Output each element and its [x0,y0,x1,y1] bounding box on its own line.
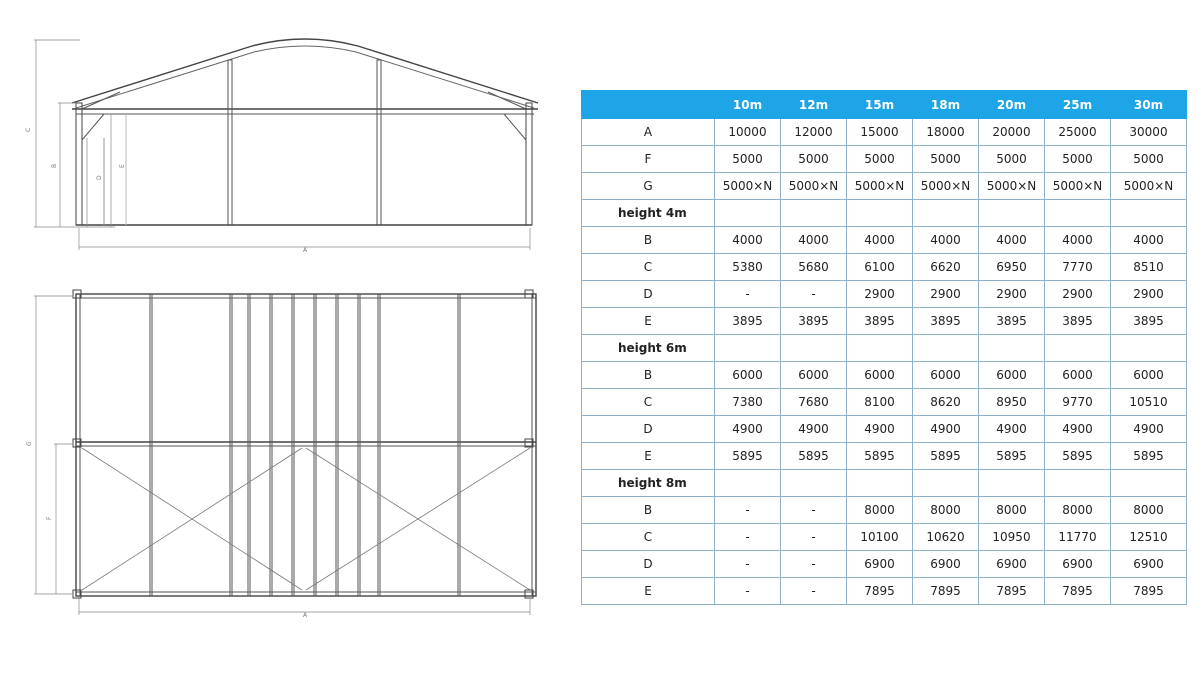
header-cell-30m: 30m [1111,91,1187,119]
table-cell: 6000 [913,362,979,389]
table-cell: 8100 [847,389,913,416]
section-empty-cell [913,335,979,362]
table-cell: 6900 [1045,551,1111,578]
table-cell: 8000 [1045,497,1111,524]
section-empty-cell [913,200,979,227]
row-label: F [582,146,715,173]
table-cell: 5895 [781,443,847,470]
table-cell: - [781,281,847,308]
table-cell: 4900 [1111,416,1187,443]
table-cell: - [715,524,781,551]
table-cell: 6900 [979,551,1045,578]
section-title: height 8m [582,470,715,497]
row-label: B [582,227,715,254]
table-cell: - [715,281,781,308]
section-empty-cell [1111,200,1187,227]
section-empty-cell [847,335,913,362]
table-cell: 7895 [847,578,913,605]
table-cell: 5000×N [1045,173,1111,200]
table-cell: 5380 [715,254,781,281]
section-row [582,470,1187,497]
table-cell: 3895 [715,308,781,335]
table-cell: 10510 [1111,389,1187,416]
table-cell: 6620 [913,254,979,281]
table-cell: 6000 [847,362,913,389]
dim-label-c: C [25,127,32,132]
section-empty-cell [715,200,781,227]
section-empty-cell [1111,335,1187,362]
table-cell: 6000 [715,362,781,389]
table-row [582,389,1187,416]
header-cell-10m: 10m [715,91,781,119]
table-cell: 8620 [913,389,979,416]
table-cell: 8000 [979,497,1045,524]
table-cell: 3895 [1045,308,1111,335]
section-row [582,200,1187,227]
table-cell: 7895 [1045,578,1111,605]
table-cell: 8950 [979,389,1045,416]
plan-outline [76,294,536,596]
table-cell: 2900 [1045,281,1111,308]
table-row [582,308,1187,335]
tent-drawings [0,0,560,692]
table-cell: 4000 [913,227,979,254]
table-row [582,146,1187,173]
table-cell: 4900 [913,416,979,443]
spec-table-body [582,119,1187,605]
table-cell: 5000×N [913,173,979,200]
table-cell: 6950 [979,254,1045,281]
middle-post-right [377,60,381,225]
table-cell: 5895 [1045,443,1111,470]
row-label: D [582,416,715,443]
table-cell: 4900 [781,416,847,443]
table-cell: - [781,524,847,551]
table-row [582,416,1187,443]
table-cell: 5000 [979,146,1045,173]
left-post [76,103,82,225]
spec-table [581,90,1187,605]
row-label: A [582,119,715,146]
table-cell: 5680 [781,254,847,281]
table-row [582,119,1187,146]
table-cell: 5895 [1111,443,1187,470]
table-cell: 2900 [913,281,979,308]
roof-inner-line [76,46,534,108]
section-empty-cell [781,200,847,227]
row-label: C [582,254,715,281]
table-cell: 6000 [1045,362,1111,389]
section-row [582,335,1187,362]
dim-label-g: G [26,441,33,446]
table-cell: 7380 [715,389,781,416]
table-row [582,362,1187,389]
right-post [526,103,532,225]
header-cell-20m: 20m [979,91,1045,119]
row-label: D [582,281,715,308]
table-cell: 8000 [913,497,979,524]
row-label: E [582,578,715,605]
header-cell-15m: 15m [847,91,913,119]
table-cell: 5000 [781,146,847,173]
table-cell: 4000 [715,227,781,254]
table-cell: 12510 [1111,524,1187,551]
table-row [582,281,1187,308]
table-cell: 10100 [847,524,913,551]
table-cell: 7895 [1111,578,1187,605]
table-cell: 11770 [1045,524,1111,551]
table-cell: 18000 [913,119,979,146]
table-cell: 4000 [847,227,913,254]
section-empty-cell [1045,335,1111,362]
table-cell: 5000×N [715,173,781,200]
roof-brace-right [488,92,526,109]
table-cell: 8000 [847,497,913,524]
brace-left [82,114,104,140]
table-cell: 6000 [1111,362,1187,389]
table-cell: 10000 [715,119,781,146]
table-cell: 12000 [781,119,847,146]
dim-label-f: F [46,516,53,520]
section-title: height 4m [582,200,715,227]
section-empty-cell [715,335,781,362]
plan-view [73,290,536,598]
table-cell: 6900 [847,551,913,578]
table-cell: 7680 [781,389,847,416]
table-cell: 3895 [979,308,1045,335]
table-cell: 15000 [847,119,913,146]
table-cell: 4000 [1045,227,1111,254]
header-cell-18m: 18m [913,91,979,119]
table-cell: 20000 [979,119,1045,146]
table-cell: 2900 [1111,281,1187,308]
table-row [582,254,1187,281]
cross-bracing [82,448,530,590]
purlins [150,294,460,596]
table-row [582,443,1187,470]
row-label: G [582,173,715,200]
table-cell: 8000 [1111,497,1187,524]
table-cell: 5000 [847,146,913,173]
table-cell: - [781,497,847,524]
table-cell: 4900 [979,416,1045,443]
table-cell: 4000 [979,227,1045,254]
table-cell: - [781,551,847,578]
table-cell: 6100 [847,254,913,281]
section-empty-cell [1111,470,1187,497]
table-cell: 25000 [1045,119,1111,146]
section-empty-cell [847,200,913,227]
table-cell: 10620 [913,524,979,551]
table-cell: 30000 [1111,119,1187,146]
section-empty-cell [847,470,913,497]
section-empty-cell [979,470,1045,497]
dim-label-e: E [119,164,126,168]
row-label: B [582,362,715,389]
section-empty-cell [1045,470,1111,497]
table-cell: - [715,578,781,605]
table-cell: 4000 [781,227,847,254]
table-cell: - [715,551,781,578]
section-empty-cell [913,470,979,497]
dim-label-a-plan: A [303,612,308,619]
header-cell-25m: 25m [1045,91,1111,119]
table-cell: 3895 [781,308,847,335]
table-cell: 5895 [913,443,979,470]
section-empty-cell [781,470,847,497]
section-empty-cell [715,470,781,497]
table-row [582,173,1187,200]
table-cell: 6000 [781,362,847,389]
table-header-row [582,91,1187,119]
section-title: height 6m [582,335,715,362]
table-row [582,551,1187,578]
row-label: C [582,389,715,416]
row-label: E [582,308,715,335]
plan-dimensions [34,296,530,615]
table-cell: 9770 [1045,389,1111,416]
dim-label-a-top: A [303,247,308,254]
table-cell: - [781,578,847,605]
table-cell: - [715,497,781,524]
table-cell: 5000 [913,146,979,173]
table-cell: 5000×N [979,173,1045,200]
table-cell: 4900 [715,416,781,443]
table-cell: 5000 [715,146,781,173]
row-label: C [582,524,715,551]
table-cell: 7895 [979,578,1045,605]
section-empty-cell [1045,200,1111,227]
table-row [582,578,1187,605]
table-cell: 4900 [1045,416,1111,443]
row-label: E [582,443,715,470]
table-cell: 5000 [1111,146,1187,173]
front-elevation [72,39,538,225]
roof-outer-line [72,39,538,103]
table-cell: 3895 [913,308,979,335]
table-cell: 8510 [1111,254,1187,281]
section-empty-cell [979,335,1045,362]
table-cell: 6900 [913,551,979,578]
dim-label-b: B [51,163,58,168]
table-row [582,227,1187,254]
table-cell: 5895 [847,443,913,470]
table-cell: 4900 [847,416,913,443]
section-empty-cell [979,200,1045,227]
brace-right [504,114,526,140]
table-cell: 4000 [1111,227,1187,254]
table-cell: 5000×N [781,173,847,200]
table-cell: 5000 [1045,146,1111,173]
elevation-dimensions [34,40,530,250]
middle-post-left [228,60,232,225]
table-cell: 5000×N [1111,173,1187,200]
table-cell: 6900 [1111,551,1187,578]
header-cell-12m: 12m [781,91,847,119]
table-cell: 5895 [979,443,1045,470]
table-cell: 2900 [979,281,1045,308]
table-cell: 3895 [847,308,913,335]
dim-label-d: D [96,175,103,180]
table-cell: 10950 [979,524,1045,551]
table-row [582,524,1187,551]
section-empty-cell [781,335,847,362]
row-label: B [582,497,715,524]
table-cell: 6000 [979,362,1045,389]
table-cell: 5895 [715,443,781,470]
header-cell [582,91,715,119]
table-cell: 2900 [847,281,913,308]
table-cell: 5000×N [847,173,913,200]
table-cell: 7895 [913,578,979,605]
table-row [582,497,1187,524]
table-cell: 7770 [1045,254,1111,281]
row-label: D [582,551,715,578]
table-cell: 3895 [1111,308,1187,335]
